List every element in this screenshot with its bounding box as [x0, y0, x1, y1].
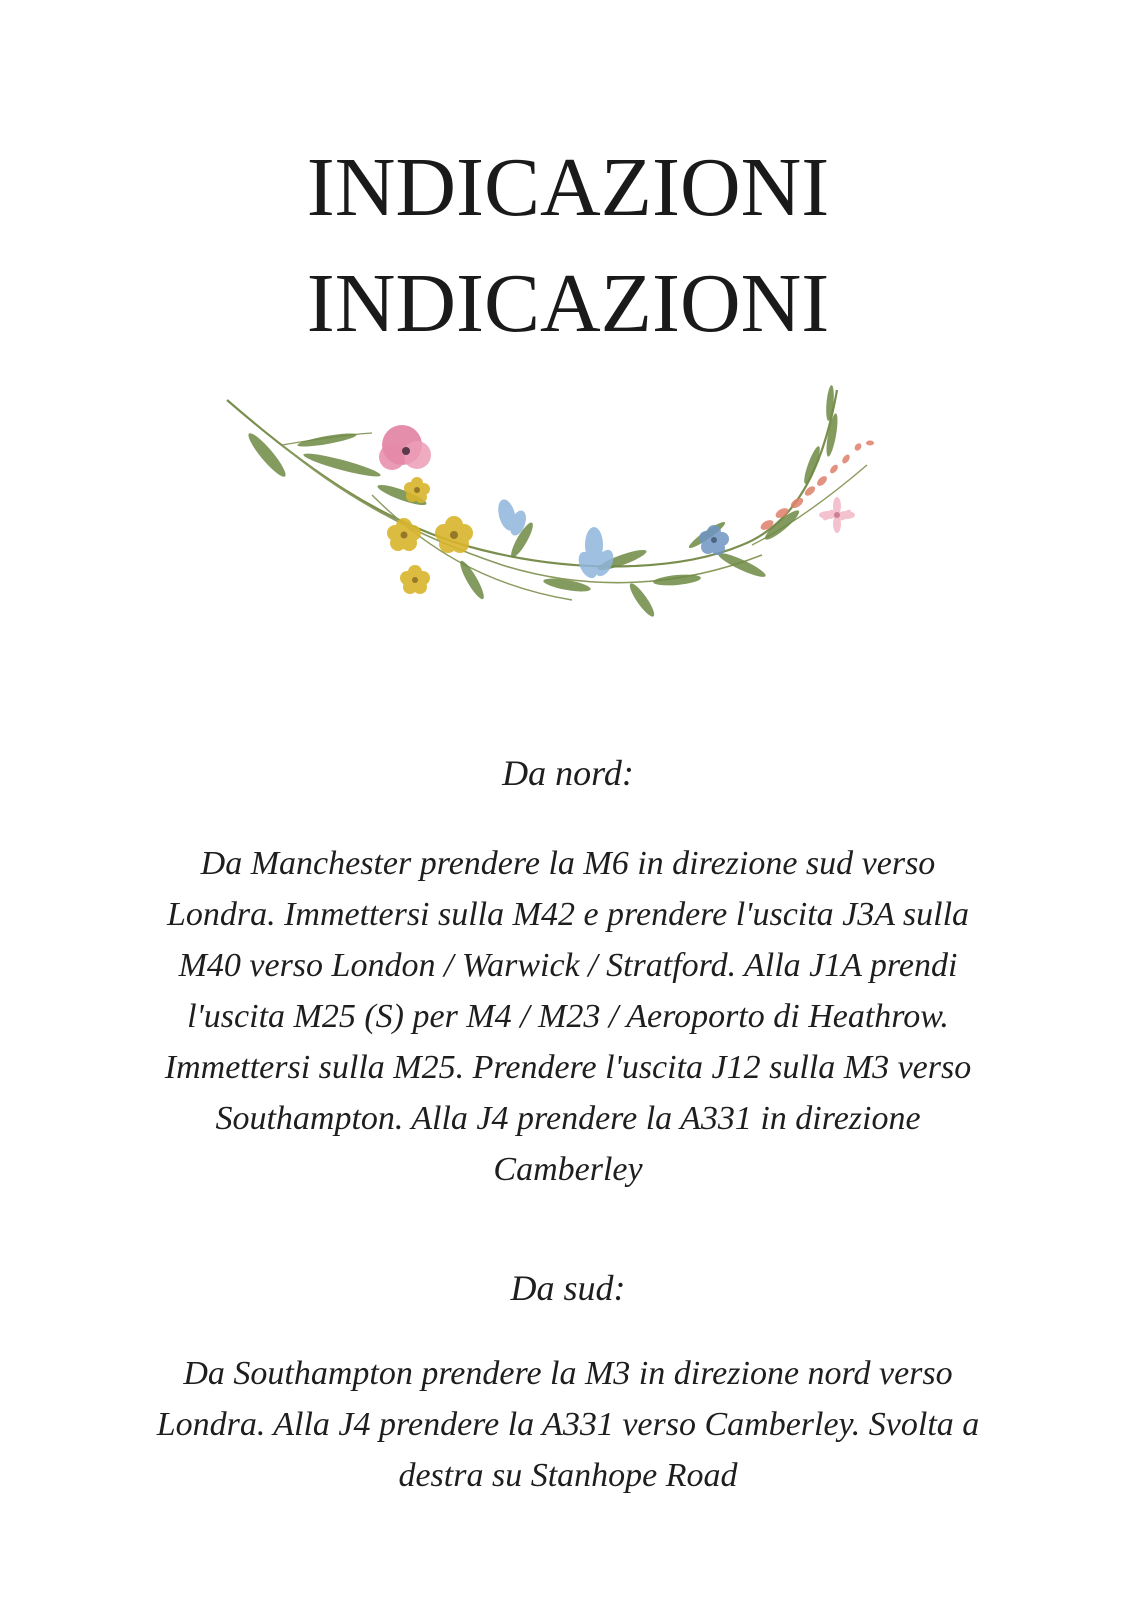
directions-from-south	[118, 1348, 1018, 1501]
text-line: destra su Stanhope Road	[398, 1457, 738, 1494]
text-line: Da Manchester prendere la M6 in direzione sud verso	[200, 845, 936, 882]
text-line: Londra. Alla J4 prendere la A331 verso Camberley. Svolta a	[156, 1406, 980, 1443]
floral-wreath-icon	[222, 385, 902, 635]
heading-from-north: Da nord:	[502, 753, 634, 793]
heading-from-south: Da sud:	[510, 1268, 626, 1308]
text-line: l'uscita M25 (S) per M4 / M23 / Aeroporto di Heathrow.	[187, 998, 949, 1035]
directions-from-north	[118, 838, 1018, 1195]
text-line: Da Southampton prendere la M3 in direzione nord verso	[183, 1355, 953, 1392]
text-line: Camberley	[493, 1151, 643, 1188]
text-line: Immettersi sulla M25. Prendere l'uscita J12 sulla M3 verso	[164, 1049, 972, 1086]
page-title-line-2: INDICAZIONI	[306, 257, 830, 350]
text-line: Londra. Immettersi sulla M42 e prendere l'uscita J3A sulla	[166, 896, 970, 933]
pink-flower-icon	[379, 425, 431, 470]
page-title-line-1: INDICAZIONI	[306, 141, 830, 234]
text-line: Southampton. Alla J4 prendere la A331 in direzione	[215, 1100, 921, 1137]
text-line: M40 verso London / Warwick / Stratford. Alla J1A prendi	[178, 947, 958, 984]
